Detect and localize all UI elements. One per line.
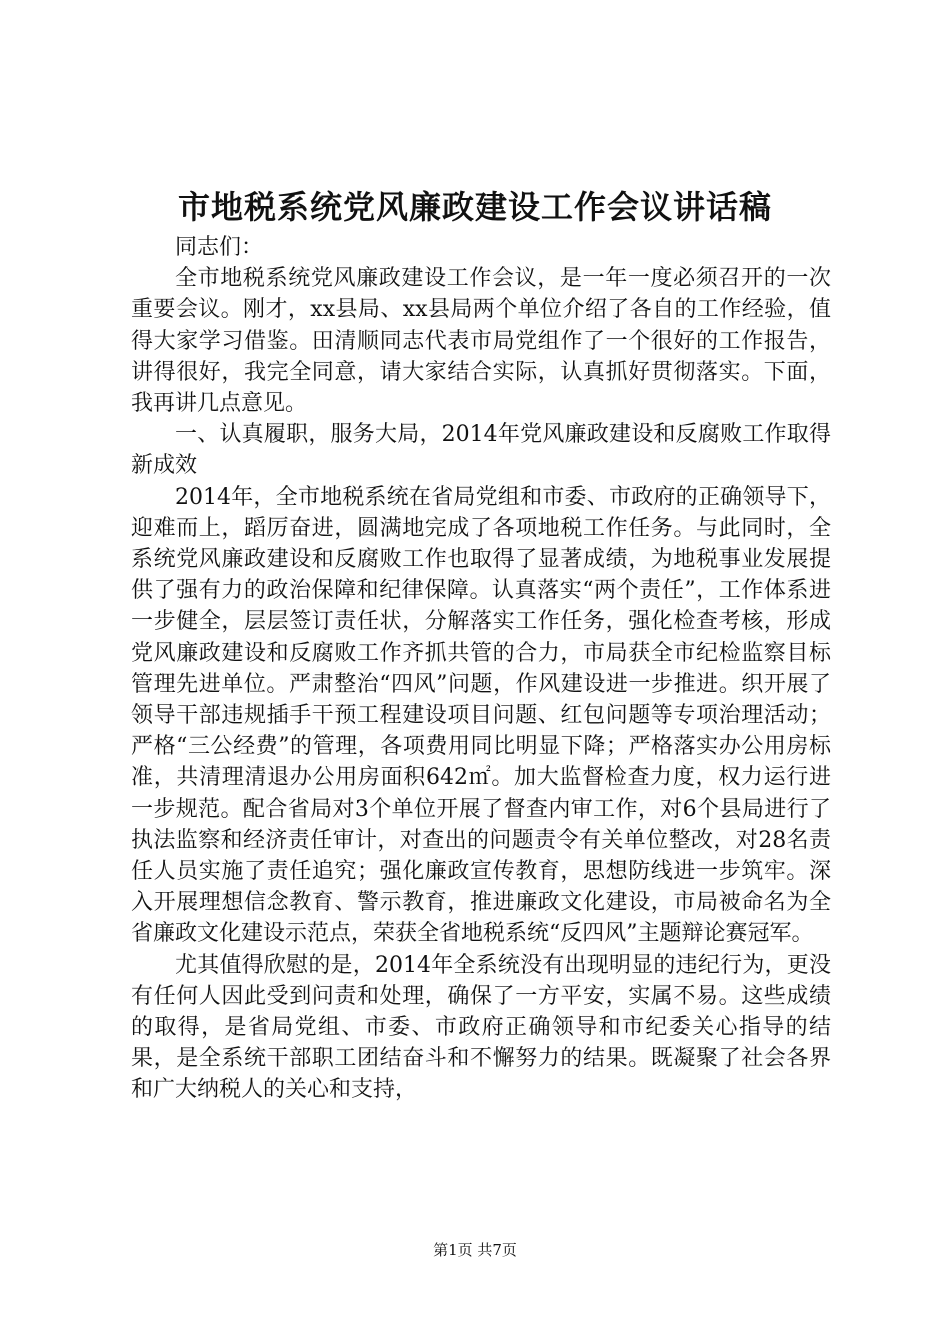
paragraph-achievements: 2014年，全市地税系统在省局党组和市委、市政府的正确领导下，迎难而上，蹈厉奋进，圆满地完成了各项地税工作任务。与此同时，全系统党风廉政建设和反腐败工作也取得了显著成绩，为地税事业发展提供了强有力的政治保障和纪律保障。认真落实“两个责任”，工作体系进一步健全，层层签订责任状，分解落实工作任务，强化检查考核，形成党风廉政建设和反腐败工作齐抓共管的合力，市局获全市纪检监察目标管理先进单位。严肃整治“四风”问题，作风建设进一步推进。织开展了领导干部违规插手干预工程建设项目问题、红包问题等专项治理活动；严格“三公经费”的管理，各项费用同比明显下降；严格落实办公用房标准，共清理清退办公用房面积642㎡。加大监督检查力度，权力运行进一步规范。配合省局对3个单位开展了督查内审工作，对6个县局进行了执法监察和经济责任审计，对查出的问题责令有关单位整改，对28名责任人员实施了责任追究；强化廉政宣传教育，思想防线进一步筑牢。深入开展理想信念教育、警示教育，推进廉政文化建设，市局被命名为全省廉政文化建设示范点，荣获全省地税系统“反四风”主题辩论赛冠军。 [131, 484, 831, 947]
section-heading-1: 一、认真履职，服务大局，2014年党风廉政建设和反腐败工作取得新成效 [131, 422, 831, 479]
document-title: 市地税系统党风廉政建设工作会议讲话稿 [177, 188, 772, 226]
salutation: 同志们： [175, 235, 264, 260]
document-body [131, 232, 831, 1106]
paragraph-opening: 全市地税系统党风廉政建设工作会议，是一年一度必须召开的一次重要会议。刚才，xx县局、xx县局两个单位介绍了各自的工作经验，值得大家学习借鉴。田清顺同志代表市局党组作了一个很好的工作报告，讲得很好，我完全同意，请大家结合实际，认真抓好贯彻落实。下面，我再讲几点意见。 [131, 266, 831, 417]
paragraph-gratitude: 尤其值得欣慰的是，2014年全系统没有出现明显的违纪行为，更没有任何人因此受到问责和处理，确保了一方平安，实属不易。这些成绩的取得，是省局党组、市委、市政府正确领导和市纪委关心指导的结果，是全系统干部职工团结奋斗和不懈努力的结果。既凝聚了社会各界和广大纳税人的关心和支持， [131, 952, 831, 1103]
page-number-footer: 第1页 共7页 [433, 1241, 517, 1259]
